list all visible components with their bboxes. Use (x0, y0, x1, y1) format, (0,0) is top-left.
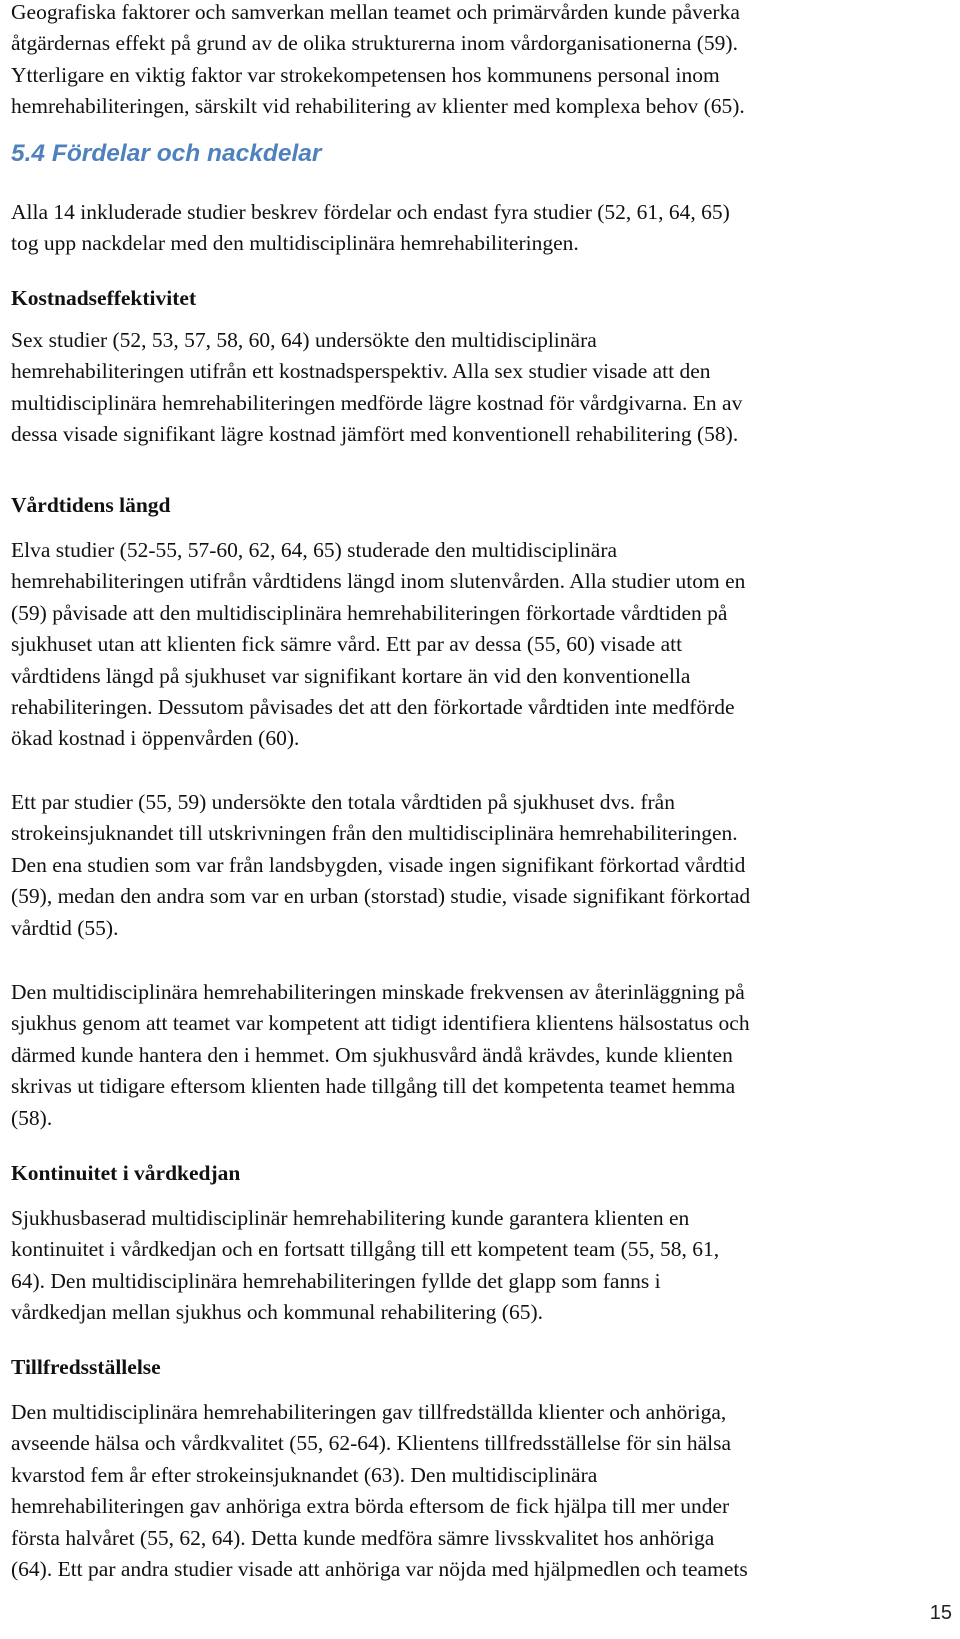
kontinuitet-line: 64). Den multidisciplinära hemrehabiliteringen fyllde det glapp som fanns i (11, 1268, 661, 1293)
tillfreds-line: avseende hälsa och vårdkvalitet (55, 62-64). Klientens tillfredsställelse för sin hälsa (11, 1431, 732, 1456)
tillfreds-line: kvarstod fem år efter strokeinsjuknandet (63). Den multidisciplinära (11, 1462, 598, 1487)
vardtid-line: därmed kunde hantera den i hemmet. Om sjukhusvård ändå krävdes, kunde klienten (11, 1042, 733, 1067)
subheading-vardtidens-langd: Vårdtidens längd (11, 493, 171, 517)
vardtid-line: sjukhuset utan att klienten fick sämre vård. Ett par av dessa (55, 60) visade att (11, 632, 683, 657)
intro-line: Ytterligare en viktig faktor var strokekompetensen hos kommunens personal inom (11, 62, 720, 87)
kontinuitet-line: kontinuitet i vårdkedjan och en fortsatt tillgång till ett kompetent team (55, 58, 61, (11, 1237, 720, 1262)
subheading-kostnadseffektivitet: Kostnadseffektivitet (11, 286, 197, 310)
vardtid-line: sjukhus genom att teamet var kompetent att tidigt identifiera klientens hälsostatus och (11, 1011, 750, 1036)
kontinuitet-line: Sjukhusbaserad multidisciplinär hemrehabilitering kunde garantera klienten en (11, 1206, 690, 1230)
kostnad-line: hemrehabiliteringen utifrån ett kostnadsperspektiv. Alla sex studier visade att den (11, 359, 711, 384)
vardtid-paragraph-1 (11, 535, 745, 755)
section-heading: 5.4 Fördelar och nackdelar (11, 140, 322, 167)
intro-line: åtgärdernas effekt på grund av de olika strukturerna inom vårdorganisationerna (59). (11, 31, 738, 56)
page-number: 15 (929, 1602, 952, 1624)
vardtid-line: ökad kostnad i öppenvården (60). (11, 726, 300, 751)
vardtid-line: (59), medan den andra som var en urban (storstad) studie, visade signifikant förkortad (11, 884, 751, 909)
section-intro-line: tog upp nackdelar med den multidisciplinära hemrehabiliteringen. (11, 231, 579, 256)
tillfreds-line: hemrehabiliteringen gav anhöriga extra börda eftersom de fick hjälpa till mer under (11, 1494, 730, 1519)
kostnad-paragraph (11, 325, 742, 451)
kontinuitet-paragraph (11, 1203, 719, 1329)
section-intro-line: Alla 14 inkluderade studier beskrev fördelar och endast fyra studier (52, 61, 64, 65) (11, 200, 730, 224)
kostnad-line: dessa visade signifikant lägre kostnad jämfört med konventionell rehabilitering (58). (11, 422, 739, 447)
vardtid-line: vårdtidens längd på sjukhuset var signifikant kortare än vid den konventionella (11, 663, 691, 688)
vardtid-line: strokeinsjuknandet till utskrivningen från den multidisciplinära hemrehabiliteringen. (11, 821, 738, 846)
vardtid-line: rehabiliteringen. Dessutom påvisades det att den förkortade vårdtiden inte medförde (11, 695, 735, 720)
vardtid-paragraph-2 (11, 787, 750, 944)
tillfreds-line: Den multidisciplinära hemrehabiliteringen gav tillfredställda klienter och anhöriga, (11, 1400, 727, 1424)
vardtid-line: skrivas ut tidigare eftersom klienten hade tillgång till det kompetenta teamet hemma (11, 1074, 736, 1099)
intro-line: hemrehabiliteringen, särskilt vid rehabilitering av klienter med komplexa behov (65). (11, 94, 745, 119)
vardtid-line: (59) påvisade att den multidisciplinära hemrehabiliteringen förkortade vårdtiden på (11, 600, 728, 625)
vardtid-line: Den multidisciplinära hemrehabiliteringen minskade frekvensen av återinläggning på (11, 980, 745, 1004)
kontinuitet-line: vårdkedjan mellan sjukhus och kommunal rehabilitering (65). (11, 1300, 543, 1325)
vardtid-line: (58). (11, 1105, 53, 1130)
intro-line: Geografiska faktorer och samverkan mellan teamet och primärvården kunde påverka (11, 0, 740, 24)
vardtid-line: vårdtid (55). (11, 915, 119, 940)
vardtid-line: Den ena studien som var från landsbygden, visade ingen signifikant förkortad vårdtid (11, 852, 746, 877)
tillfreds-line: första halvåret (55, 62, 64). Detta kunde medföra sämre livsskvalitet hos anhöriga (11, 1525, 715, 1550)
tillfreds-paragraph (11, 1397, 748, 1585)
vardtid-line: Elva studier (52-55, 57-60, 62, 64, 65) studerade den multidisciplinära (11, 538, 618, 562)
vardtid-line: Ett par studier (55, 59) undersökte den totala vårdtiden på sjukhuset dvs. från (11, 790, 675, 814)
intro-paragraph (11, 0, 745, 123)
vardtid-paragraph-3 (11, 977, 750, 1134)
kostnad-line: multidisciplinära hemrehabiliteringen medförde lägre kostnad för vårdgivarna. En av (11, 390, 743, 415)
vardtid-line: hemrehabiliteringen utifrån vårdtidens längd inom slutenvården. Alla studier utom en (11, 569, 746, 594)
tillfreds-line: (64). Ett par andra studier visade att anhöriga var nöjda med hjälpmedlen och teamets (11, 1557, 748, 1582)
subheading-kontinuitet: Kontinuitet i vårdkedjan (11, 1161, 241, 1185)
section-intro-paragraph (11, 197, 730, 260)
kostnad-line: Sex studier (52, 53, 57, 58, 60, 64) undersökte den multidisciplinära (11, 328, 597, 352)
subheading-tillfredsstallelse: Tillfredsställelse (11, 1355, 161, 1379)
